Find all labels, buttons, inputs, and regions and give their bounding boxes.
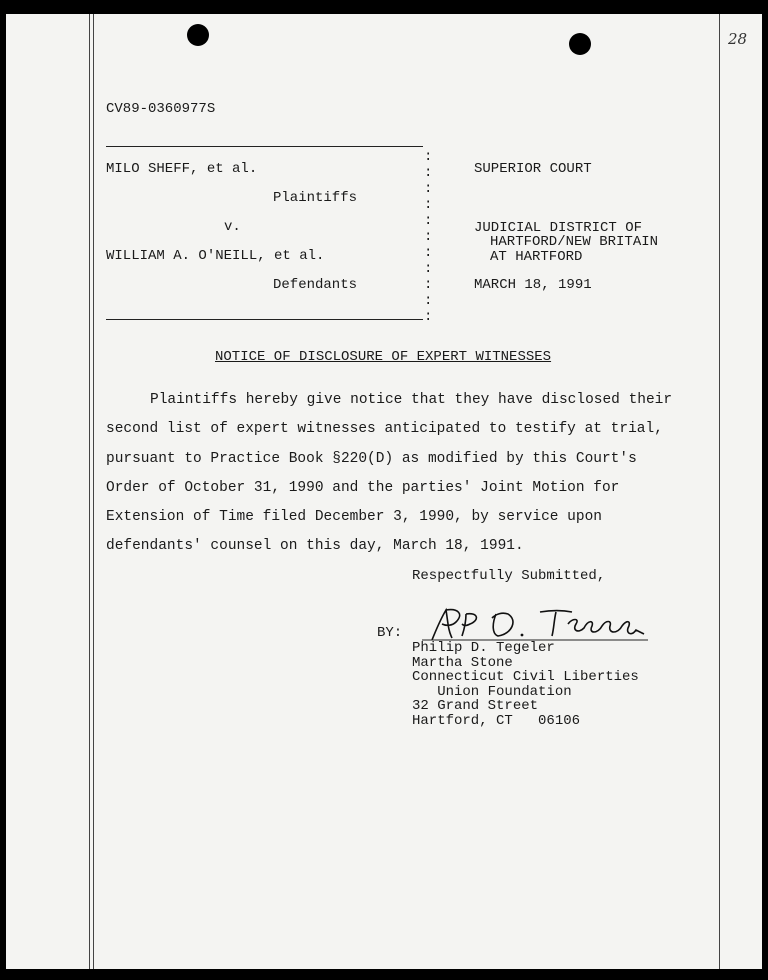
caption-colon: : — [424, 229, 433, 245]
caption-colon: : — [424, 149, 433, 165]
page-number: 28 — [728, 30, 748, 48]
caption-date: MARCH 18, 1991 — [474, 277, 592, 293]
left-margin-line-2 — [93, 14, 94, 969]
left-margin-line-1 — [89, 14, 90, 969]
caption-colon: : — [424, 181, 433, 197]
caption-top-rule — [106, 146, 423, 147]
caption-colon: : — [424, 277, 433, 293]
defendant-role: Defendants — [273, 277, 358, 293]
plaintiff-name: MILO SHEFF, et al. — [106, 161, 258, 177]
caption-colon: : — [424, 245, 433, 261]
body-line: pursuant to Practice Book §220(D) as modified by this Court's — [106, 451, 637, 467]
district-line-2: HARTFORD/NEW BRITAIN — [490, 234, 659, 250]
case-number: CV89-0360977S — [106, 101, 216, 117]
document-title: NOTICE OF DISCLOSURE OF EXPERT WITNESSES — [215, 349, 552, 365]
district-line-3: AT HARTFORD — [490, 249, 583, 265]
caption-colon: : — [424, 293, 433, 309]
district-line-1: JUDICIAL DISTRICT OF — [474, 220, 643, 236]
signature-line: Philip D. Tegeler — [412, 640, 555, 656]
body-line: Order of October 31, 1990 and the parties' Joint Motion for — [106, 480, 620, 496]
body-line: defendants' counsel on this day, March 18, 1991. — [106, 538, 524, 554]
defendant-name: WILLIAM A. O'NEILL, et al. — [106, 248, 325, 264]
caption-colon: : — [424, 213, 433, 229]
court-name: SUPERIOR COURT — [474, 161, 592, 177]
signature-line: Union Foundation — [412, 684, 572, 700]
punch-hole-left — [187, 24, 209, 46]
body-line: Plaintiffs hereby give notice that they have disclosed their — [150, 392, 673, 408]
caption-colon: : — [424, 309, 433, 325]
signature-line: 32 Grand Street — [412, 698, 539, 714]
document-page — [6, 14, 762, 969]
body-line: second list of expert witnesses anticipated to testify at trial, — [106, 421, 663, 437]
closing: Respectfully Submitted, — [412, 568, 606, 584]
caption-colon: : — [424, 165, 433, 181]
by-label: BY: — [377, 625, 403, 641]
plaintiff-role: Plaintiffs — [273, 190, 358, 206]
versus: v. — [224, 219, 241, 235]
signature-line: Connecticut Civil Liberties — [412, 669, 639, 685]
caption-colon: : — [424, 197, 433, 213]
punch-hole-right — [569, 33, 591, 55]
signature-line: Martha Stone — [412, 655, 513, 671]
body-line: Extension of Time filed December 3, 1990, by service upon — [106, 509, 602, 525]
handwritten-signature — [422, 604, 652, 644]
caption-colon: : — [424, 261, 433, 277]
caption-bottom-rule — [106, 319, 423, 320]
right-margin-line — [719, 14, 720, 969]
signature-line: Hartford, CT 06106 — [412, 713, 581, 729]
